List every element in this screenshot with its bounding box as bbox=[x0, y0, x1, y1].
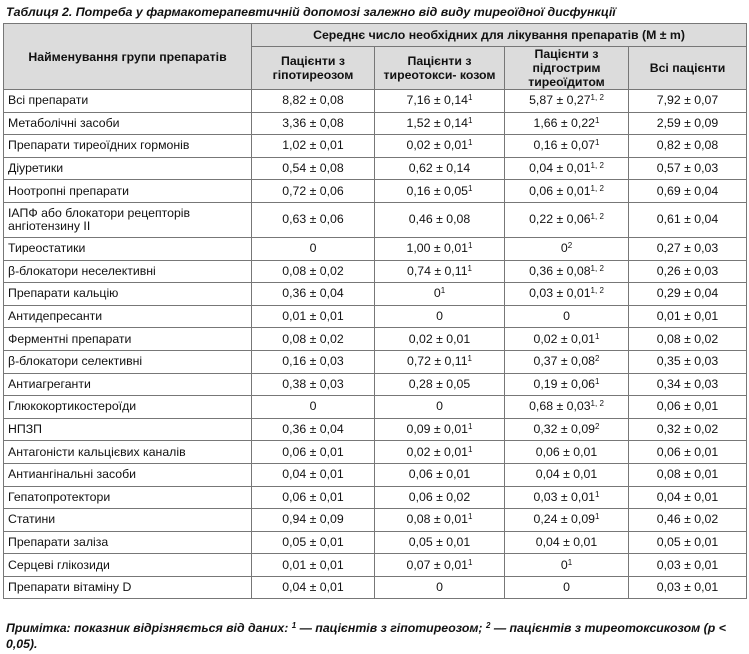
subacute-thyroiditis-value-cell-value: 0,68 ± 0,03 bbox=[529, 399, 591, 414]
hypothyroid-column-header: Пацієнти з гіпотиреозом bbox=[252, 47, 375, 90]
all-patients-value-cell-value: 2,59 ± 0,09 bbox=[656, 115, 719, 130]
all-patients-value-cell-value: 0,34 ± 0,03 bbox=[656, 376, 719, 391]
all-patients-value-cell-value: 0,06 ± 0,01 bbox=[656, 444, 719, 459]
subacute-thyroiditis-column-header: Пацієнти з підгострим тиреоїдитом bbox=[505, 47, 629, 90]
all-patients-value-cell-value: 0,27 ± 0,03 bbox=[656, 241, 719, 256]
hypothyroid-value-cell-value: 0,05 ± 0,01 bbox=[282, 534, 344, 549]
subacute-thyroiditis-value-cell bbox=[505, 157, 629, 180]
significance-mark: 1 bbox=[595, 115, 600, 125]
drug-group-name bbox=[4, 180, 252, 203]
subacute-thyroiditis-value-cell bbox=[505, 283, 629, 306]
table-row bbox=[4, 135, 747, 158]
hypothyroid-value-cell bbox=[252, 373, 375, 396]
drug-group-name-value: Метаболічні засоби bbox=[8, 115, 120, 130]
table-row bbox=[4, 554, 747, 577]
hypothyroid-value-cell bbox=[252, 305, 375, 328]
drug-group-name bbox=[4, 305, 252, 328]
all-patients-value-cell bbox=[629, 112, 747, 135]
hypothyroid-value-cell-value: 0,01 ± 0,01 bbox=[282, 557, 344, 572]
hypothyroid-value-cell-value: 3,36 ± 0,08 bbox=[282, 115, 344, 130]
all-patients-value-cell bbox=[629, 305, 747, 328]
all-patients-value-cell bbox=[629, 531, 747, 554]
table-row bbox=[4, 441, 747, 464]
hypothyroid-value-cell bbox=[252, 202, 375, 237]
drug-group-name-value: Ферментні препарати bbox=[8, 331, 132, 346]
thyrotoxicosis-value-cell bbox=[375, 135, 505, 158]
hypothyroid-value-cell bbox=[252, 486, 375, 509]
significance-mark: 1, 2 bbox=[590, 212, 604, 222]
hypothyroid-value-cell bbox=[252, 135, 375, 158]
thyrotoxicosis-value-cell bbox=[375, 396, 505, 419]
significance-mark: 1 bbox=[595, 138, 600, 148]
thyrotoxicosis-value-cell bbox=[375, 283, 505, 306]
all-patients-value-cell bbox=[629, 554, 747, 577]
all-patients-value-cell bbox=[629, 486, 747, 509]
subacute-thyroiditis-value-cell bbox=[505, 418, 629, 441]
drug-group-name-value: Препарати вітаміну D bbox=[8, 580, 132, 595]
all-patients-value-cell bbox=[629, 328, 747, 351]
hypothyroid-value-cell-value: 0,06 ± 0,01 bbox=[282, 489, 344, 504]
table-row bbox=[4, 157, 747, 180]
subacute-thyroiditis-value-cell-value: 0,36 ± 0,08 bbox=[529, 263, 591, 278]
drug-group-name-value: ІАПФ або блокатори рецепторів ангіотензину ІІ bbox=[8, 205, 191, 233]
drug-group-name-value: Статини bbox=[8, 512, 56, 527]
hypothyroid-value-cell-value: 0,01 ± 0,01 bbox=[282, 309, 344, 324]
subacute-thyroiditis-value-cell bbox=[505, 463, 629, 486]
significance-mark: 1 bbox=[468, 183, 473, 193]
all-patients-value-cell bbox=[629, 283, 747, 306]
subacute-thyroiditis-value-cell-value: 0 bbox=[560, 557, 568, 572]
subacute-thyroiditis-value-cell-value: 0,06 ± 0,01 bbox=[529, 183, 591, 198]
all-patients-value-cell bbox=[629, 509, 747, 532]
drug-group-name-value: Глюкокортикостероїди bbox=[8, 399, 137, 414]
table-row bbox=[4, 486, 747, 509]
hypothyroid-value-cell bbox=[252, 554, 375, 577]
hypothyroid-value-cell-value: 0,08 ± 0,02 bbox=[282, 331, 344, 346]
hypothyroid-value-cell bbox=[252, 157, 375, 180]
drug-group-name-value: Антиагреганти bbox=[8, 376, 91, 391]
hypothyroid-value-cell bbox=[252, 531, 375, 554]
drug-group-name-value: Тиреостатики bbox=[8, 241, 86, 256]
subacute-thyroiditis-value-cell bbox=[505, 237, 629, 260]
thyrotoxicosis-value-cell-value: 0,74 ± 0,11 bbox=[407, 263, 468, 278]
thyrotoxicosis-value-cell-value: 0,09 ± 0,01 bbox=[406, 422, 468, 437]
thyrotoxicosis-value-cell bbox=[375, 90, 505, 113]
table-body bbox=[4, 90, 747, 599]
subacute-thyroiditis-value-cell-value: 0,32 ± 0,09 bbox=[533, 422, 595, 437]
hypothyroid-value-cell-value: 0,04 ± 0,01 bbox=[282, 467, 344, 482]
all-patients-value-cell-value: 0,04 ± 0,01 bbox=[656, 489, 719, 504]
subacute-thyroiditis-value-cell-value: 0,24 ± 0,09 bbox=[533, 512, 595, 527]
all-patients-value-cell-value: 0,32 ± 0,02 bbox=[656, 422, 719, 437]
footnote-mark-1: 1 bbox=[291, 621, 297, 630]
drug-group-name bbox=[4, 373, 252, 396]
significance-mark: 1 bbox=[468, 241, 473, 251]
significance-mark: 1 bbox=[595, 512, 600, 522]
subacute-thyroiditis-value-cell-value: 0,04 ± 0,01 bbox=[535, 467, 598, 482]
all-patients-value-cell bbox=[629, 135, 747, 158]
hypothyroid-value-cell-value: 0,16 ± 0,03 bbox=[282, 354, 344, 369]
drug-group-name bbox=[4, 576, 252, 599]
all-patients-value-cell-value: 0,06 ± 0,01 bbox=[656, 399, 719, 414]
table-row bbox=[4, 328, 747, 351]
hypothyroid-value-cell bbox=[252, 441, 375, 464]
hypothyroid-value-cell bbox=[252, 509, 375, 532]
hypothyroid-value-cell bbox=[252, 180, 375, 203]
significance-mark: 1 bbox=[595, 331, 600, 341]
drug-group-name bbox=[4, 418, 252, 441]
thyrotoxicosis-value-cell bbox=[375, 441, 505, 464]
significance-mark: 2 bbox=[567, 241, 573, 251]
thyrotoxicosis-value-cell-value: 0,72 ± 0,11 bbox=[407, 354, 468, 369]
all-patients-value-cell-value: 0,26 ± 0,03 bbox=[656, 263, 719, 278]
thyrotoxicosis-value-cell-value: 0,16 ± 0,05 bbox=[406, 183, 468, 198]
footnote-text-2: — пацієнтів з тиреотоксикозом (p < 0,05). bbox=[6, 621, 726, 651]
drug-group-name-value: Антидепресанти bbox=[8, 309, 103, 324]
thyrotoxicosis-value-cell-value: 0,02 ± 0,01 bbox=[406, 444, 468, 459]
all-patients-value-cell bbox=[629, 202, 747, 237]
drug-group-name bbox=[4, 509, 252, 532]
all-patients-column-header: Всі пацієнти bbox=[629, 47, 747, 90]
hypothyroid-value-cell bbox=[252, 576, 375, 599]
significance-mark: 1 bbox=[467, 354, 472, 364]
thyrotoxicosis-value-cell bbox=[375, 509, 505, 532]
drug-group-name-value: Всі препарати bbox=[8, 93, 89, 108]
drug-group-name-value: Ноотропні препарати bbox=[8, 183, 129, 198]
subacute-thyroiditis-value-cell-value: 0,04 ± 0,01 bbox=[529, 161, 591, 176]
all-patients-value-cell bbox=[629, 260, 747, 283]
hypothyroid-value-cell-value: 0,36 ± 0,04 bbox=[282, 286, 344, 301]
thyrotoxicosis-value-cell-value: 0,06 ± 0,02 bbox=[408, 489, 471, 504]
thyrotoxicosis-value-cell-value: 0,08 ± 0,01 bbox=[406, 512, 468, 527]
drug-group-name-value: Антиангінальні засоби bbox=[8, 467, 137, 482]
subacute-thyroiditis-value-cell-value: 0,02 ± 0,01 bbox=[533, 331, 595, 346]
significance-mark: 1 bbox=[468, 93, 473, 103]
table-row bbox=[4, 463, 747, 486]
thyrotoxicosis-value-cell-value: 0 bbox=[433, 286, 441, 301]
thyrotoxicosis-value-cell bbox=[375, 305, 505, 328]
subacute-thyroiditis-value-cell bbox=[505, 441, 629, 464]
drug-group-name bbox=[4, 157, 252, 180]
table-row bbox=[4, 576, 747, 599]
drug-group-name bbox=[4, 486, 252, 509]
all-patients-value-cell-value: 0,35 ± 0,03 bbox=[656, 354, 719, 369]
subacute-thyroiditis-value-cell bbox=[505, 554, 629, 577]
drug-group-name bbox=[4, 350, 252, 373]
thyrotoxicosis-value-cell bbox=[375, 157, 505, 180]
mean-count-header: Середнє число необхідних для лікування препаратів (M ± m) bbox=[252, 24, 747, 47]
drug-group-name bbox=[4, 531, 252, 554]
all-patients-value-cell-value: 0,08 ± 0,01 bbox=[656, 467, 719, 482]
significance-mark: 1, 2 bbox=[590, 399, 604, 409]
drug-group-name-value: Препарати кальцію bbox=[8, 286, 119, 301]
subacute-thyroiditis-value-cell-value: 0,22 ± 0,06 bbox=[529, 212, 591, 227]
drug-group-name-value: Антагоністи кальцієвих каналів bbox=[8, 444, 186, 459]
subacute-thyroiditis-value-cell bbox=[505, 90, 629, 113]
table-row bbox=[4, 509, 747, 532]
table-row bbox=[4, 350, 747, 373]
hypothyroid-value-cell-value: 0 bbox=[309, 399, 317, 414]
hypothyroid-value-cell-value: 8,82 ± 0,08 bbox=[282, 93, 344, 108]
subacute-thyroiditis-value-cell-value: 0 bbox=[563, 580, 570, 595]
thyrotoxicosis-value-cell bbox=[375, 202, 505, 237]
table-row bbox=[4, 180, 747, 203]
significance-mark: 1 bbox=[468, 444, 473, 454]
drug-group-name-value: НПЗП bbox=[8, 422, 42, 437]
all-patients-value-cell bbox=[629, 350, 747, 373]
table-row bbox=[4, 418, 747, 441]
subacute-thyroiditis-value-cell-value: 0,16 ± 0,07 bbox=[533, 138, 595, 153]
significance-mark: 1 bbox=[440, 286, 446, 296]
subacute-thyroiditis-value-cell bbox=[505, 180, 629, 203]
thyrotoxicosis-value-cell-value: 0,62 ± 0,14 bbox=[408, 161, 471, 176]
hypothyroid-value-cell bbox=[252, 418, 375, 441]
all-patients-value-cell-value: 0,08 ± 0,02 bbox=[656, 331, 719, 346]
significance-mark: 2 bbox=[595, 354, 600, 364]
hypothyroid-value-cell bbox=[252, 260, 375, 283]
hypothyroid-value-cell-value: 0,94 ± 0,09 bbox=[282, 512, 344, 527]
all-patients-value-cell bbox=[629, 237, 747, 260]
table-row bbox=[4, 305, 747, 328]
significance-mark: 1 bbox=[567, 557, 573, 567]
table-row bbox=[4, 202, 747, 237]
drug-group-name-value: β-блокатори селективні bbox=[8, 354, 143, 369]
subacute-thyroiditis-value-cell bbox=[505, 328, 629, 351]
footnote-prefix: Примітка: показник відрізняється від даних: bbox=[6, 621, 292, 635]
table-row bbox=[4, 283, 747, 306]
all-patients-value-cell-value: 0,03 ± 0,01 bbox=[656, 580, 719, 595]
subacute-thyroiditis-value-cell bbox=[505, 112, 629, 135]
drug-group-name bbox=[4, 328, 252, 351]
subacute-thyroiditis-value-cell bbox=[505, 576, 629, 599]
all-patients-value-cell-value: 0,01 ± 0,01 bbox=[656, 309, 719, 324]
significance-mark: 1, 2 bbox=[590, 263, 604, 273]
drug-group-name-value: Препарати заліза bbox=[8, 534, 109, 549]
significance-mark: 2 bbox=[595, 422, 600, 432]
thyrotoxicosis-value-cell bbox=[375, 531, 505, 554]
thyrotoxicosis-value-cell bbox=[375, 237, 505, 260]
subacute-thyroiditis-value-cell bbox=[505, 135, 629, 158]
footnote bbox=[6, 620, 744, 652]
all-patients-value-cell-value: 0,69 ± 0,04 bbox=[656, 183, 719, 198]
hypothyroid-value-cell bbox=[252, 90, 375, 113]
group-column-header: Найменування групи препаратів bbox=[4, 24, 252, 90]
subacute-thyroiditis-value-cell-value: 1,66 ± 0,22 bbox=[533, 115, 595, 130]
all-patients-value-cell-value: 0,03 ± 0,01 bbox=[656, 557, 719, 572]
thyrotoxicosis-column-header: Пацієнти з тиреотокси- козом bbox=[375, 47, 505, 90]
all-patients-value-cell-value: 0,82 ± 0,08 bbox=[656, 138, 719, 153]
significance-mark: 1, 2 bbox=[590, 286, 604, 296]
thyrotoxicosis-value-cell bbox=[375, 350, 505, 373]
thyrotoxicosis-value-cell bbox=[375, 554, 505, 577]
drug-group-name-value: Серцеві глікозиди bbox=[8, 557, 110, 572]
drug-group-name bbox=[4, 554, 252, 577]
thyrotoxicosis-value-cell-value: 0,07 ± 0,01 bbox=[406, 557, 468, 572]
pharmacotherapy-table bbox=[3, 23, 747, 599]
hypothyroid-value-cell-value: 0,72 ± 0,06 bbox=[282, 183, 344, 198]
drug-group-name bbox=[4, 396, 252, 419]
drug-group-name bbox=[4, 135, 252, 158]
thyrotoxicosis-value-cell-value: 7,16 ± 0,14 bbox=[406, 93, 468, 108]
thyrotoxicosis-value-cell bbox=[375, 112, 505, 135]
hypothyroid-value-cell-value: 0,63 ± 0,06 bbox=[282, 212, 344, 227]
subacute-thyroiditis-value-cell bbox=[505, 396, 629, 419]
table-row bbox=[4, 112, 747, 135]
hypothyroid-value-cell-value: 1,02 ± 0,01 bbox=[282, 138, 344, 153]
table-row bbox=[4, 531, 747, 554]
table-row bbox=[4, 260, 747, 283]
thyrotoxicosis-value-cell-value: 1,52 ± 0,14 bbox=[406, 115, 468, 130]
thyrotoxicosis-value-cell-value: 0,02 ± 0,01 bbox=[408, 331, 471, 346]
thyrotoxicosis-value-cell bbox=[375, 180, 505, 203]
all-patients-value-cell bbox=[629, 373, 747, 396]
hypothyroid-value-cell-value: 0,54 ± 0,08 bbox=[282, 161, 344, 176]
thyrotoxicosis-value-cell-value: 0 bbox=[436, 399, 443, 414]
hypothyroid-value-cell bbox=[252, 237, 375, 260]
thyrotoxicosis-value-cell-value: 0,06 ± 0,01 bbox=[408, 467, 471, 482]
all-patients-value-cell bbox=[629, 396, 747, 419]
significance-mark: 1, 2 bbox=[590, 161, 604, 171]
footnote-text-1: — пацієнтів з гіпотиреозом; bbox=[296, 621, 486, 635]
significance-mark: 1 bbox=[468, 115, 473, 125]
thyrotoxicosis-value-cell bbox=[375, 260, 505, 283]
all-patients-value-cell-value: 0,61 ± 0,04 bbox=[656, 212, 719, 227]
hypothyroid-value-cell-value: 0,04 ± 0,01 bbox=[282, 580, 344, 595]
thyrotoxicosis-value-cell bbox=[375, 576, 505, 599]
significance-mark: 1 bbox=[468, 557, 473, 567]
drug-group-name-value: Препарати тиреоїдних гормонів bbox=[8, 138, 190, 153]
drug-group-name bbox=[4, 283, 252, 306]
significance-mark: 1 bbox=[468, 138, 473, 148]
table-header bbox=[4, 24, 747, 90]
thyrotoxicosis-value-cell-value: 0,02 ± 0,01 bbox=[406, 138, 468, 153]
hypothyroid-value-cell-value: 0,06 ± 0,01 bbox=[282, 444, 344, 459]
drug-group-name-value: Діуретики bbox=[8, 161, 64, 176]
all-patients-value-cell-value: 0,46 ± 0,02 bbox=[656, 512, 719, 527]
table-row bbox=[4, 396, 747, 419]
hypothyroid-value-cell bbox=[252, 112, 375, 135]
footnote-mark-2: 2 bbox=[485, 621, 491, 630]
thyrotoxicosis-value-cell-value: 0,28 ± 0,05 bbox=[408, 376, 471, 391]
all-patients-value-cell bbox=[629, 576, 747, 599]
drug-group-name-value: β-блокатори неселективні bbox=[8, 263, 156, 278]
thyrotoxicosis-value-cell-value: 0,05 ± 0,01 bbox=[408, 534, 471, 549]
subacute-thyroiditis-value-cell bbox=[505, 202, 629, 237]
significance-mark: 1 bbox=[468, 512, 473, 522]
significance-mark: 1 bbox=[468, 422, 473, 432]
thyrotoxicosis-value-cell-value: 1,00 ± 0,01 bbox=[406, 241, 468, 256]
subacute-thyroiditis-value-cell bbox=[505, 486, 629, 509]
subacute-thyroiditis-value-cell bbox=[505, 350, 629, 373]
thyrotoxicosis-value-cell bbox=[375, 418, 505, 441]
subacute-thyroiditis-value-cell-value: 0,19 ± 0,06 bbox=[533, 376, 595, 391]
subacute-thyroiditis-value-cell-value: 0,03 ± 0,01 bbox=[533, 489, 595, 504]
subacute-thyroiditis-value-cell bbox=[505, 531, 629, 554]
all-patients-value-cell bbox=[629, 463, 747, 486]
drug-group-name bbox=[4, 90, 252, 113]
hypothyroid-value-cell bbox=[252, 396, 375, 419]
subacute-thyroiditis-value-cell-value: 0,04 ± 0,01 bbox=[535, 534, 598, 549]
drug-group-name bbox=[4, 112, 252, 135]
thyrotoxicosis-value-cell bbox=[375, 373, 505, 396]
all-patients-value-cell bbox=[629, 180, 747, 203]
subacute-thyroiditis-value-cell-value: 0,06 ± 0,01 bbox=[535, 444, 598, 459]
hypothyroid-value-cell bbox=[252, 350, 375, 373]
drug-group-name bbox=[4, 202, 252, 237]
table-caption: Таблиця 2. Потреба у фармакотерапевтичній допомозі залежно від виду тиреоїдної дисфункції bbox=[6, 5, 616, 19]
subacute-thyroiditis-value-cell bbox=[505, 305, 629, 328]
hypothyroid-value-cell bbox=[252, 283, 375, 306]
subacute-thyroiditis-value-cell bbox=[505, 509, 629, 532]
thyrotoxicosis-value-cell-value: 0,46 ± 0,08 bbox=[408, 212, 471, 227]
thyrotoxicosis-value-cell bbox=[375, 486, 505, 509]
hypothyroid-value-cell bbox=[252, 463, 375, 486]
significance-mark: 1, 2 bbox=[590, 183, 604, 193]
subacute-thyroiditis-value-cell-value: 0 bbox=[563, 309, 570, 324]
significance-mark: 1, 2 bbox=[590, 93, 604, 103]
significance-mark: 1 bbox=[467, 263, 472, 273]
thyrotoxicosis-value-cell-value: 0 bbox=[436, 309, 443, 324]
subacute-thyroiditis-value-cell-value: 5,87 ± 0,27 bbox=[529, 93, 591, 108]
hypothyroid-value-cell-value: 0,08 ± 0,02 bbox=[282, 263, 344, 278]
subacute-thyroiditis-value-cell-value: 0,03 ± 0,01 bbox=[529, 286, 591, 301]
drug-group-name bbox=[4, 237, 252, 260]
all-patients-value-cell bbox=[629, 441, 747, 464]
drug-group-name-value: Гепатопротектори bbox=[8, 489, 111, 504]
drug-group-name bbox=[4, 441, 252, 464]
significance-mark: 1 bbox=[595, 489, 600, 499]
thyrotoxicosis-value-cell-value: 0 bbox=[436, 580, 443, 595]
table-row bbox=[4, 90, 747, 113]
all-patients-value-cell bbox=[629, 90, 747, 113]
subacute-thyroiditis-value-cell-value: 0 bbox=[560, 241, 568, 256]
all-patients-value-cell-value: 7,92 ± 0,07 bbox=[656, 93, 719, 108]
thyrotoxicosis-value-cell bbox=[375, 463, 505, 486]
hypothyroid-value-cell-value: 0,38 ± 0,03 bbox=[282, 376, 344, 391]
table-row bbox=[4, 237, 747, 260]
significance-mark: 1 bbox=[595, 376, 600, 386]
hypothyroid-value-cell bbox=[252, 328, 375, 351]
hypothyroid-value-cell-value: 0,36 ± 0,04 bbox=[282, 422, 344, 437]
drug-group-name bbox=[4, 463, 252, 486]
all-patients-value-cell-value: 0,29 ± 0,04 bbox=[656, 286, 719, 301]
hypothyroid-value-cell-value: 0 bbox=[309, 241, 317, 256]
drug-group-name bbox=[4, 260, 252, 283]
all-patients-value-cell bbox=[629, 418, 747, 441]
all-patients-value-cell-value: 0,05 ± 0,01 bbox=[656, 534, 719, 549]
table-row bbox=[4, 373, 747, 396]
subacute-thyroiditis-value-cell-value: 0,37 ± 0,08 bbox=[533, 354, 595, 369]
subacute-thyroiditis-value-cell bbox=[505, 373, 629, 396]
subacute-thyroiditis-value-cell bbox=[505, 260, 629, 283]
thyrotoxicosis-value-cell bbox=[375, 328, 505, 351]
all-patients-value-cell-value: 0,57 ± 0,03 bbox=[656, 161, 719, 176]
all-patients-value-cell bbox=[629, 157, 747, 180]
